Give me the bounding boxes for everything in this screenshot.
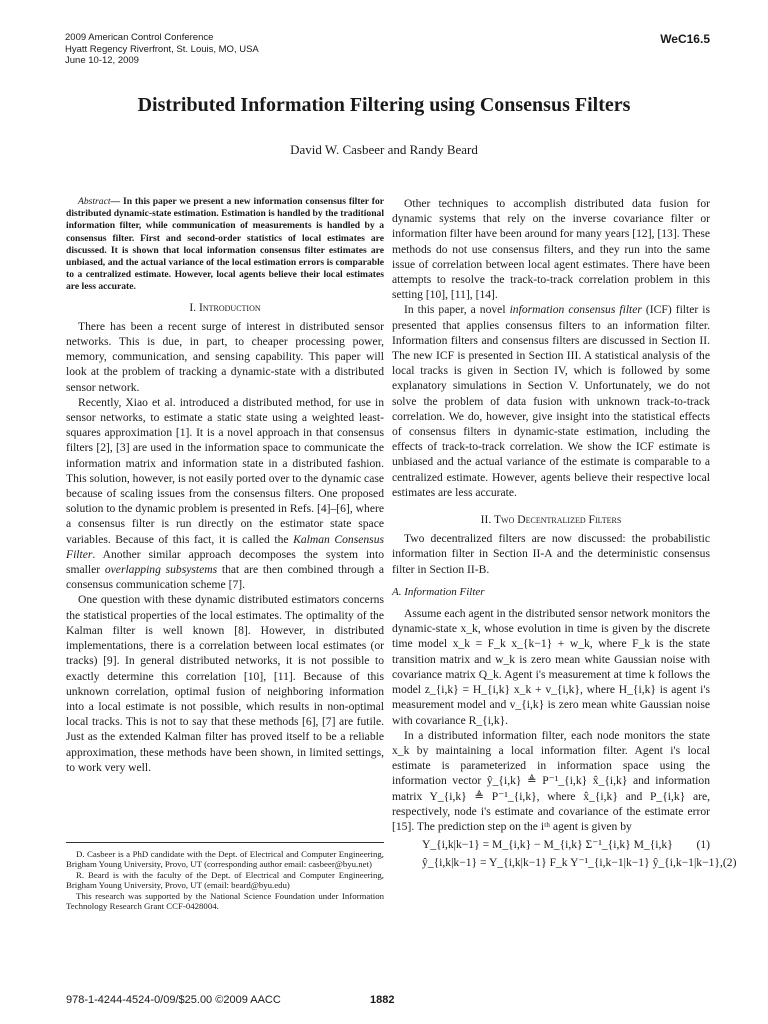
- intro-p5-text-a: In this paper, a novel: [404, 303, 510, 317]
- intro-p2-text-c: that are then combined through a consensus communication scheme [7].: [66, 563, 384, 592]
- abstract: [66, 196, 384, 294]
- conference-dates: June 10-12, 2009: [65, 55, 139, 66]
- section2-paragraph-3: In a distributed information filter, each node monitors the state x_k by maintaining a local information filter. Agent i's local estimate is parameterized in information space using the information vector ŷ_{i,k} ≜ P⁻¹_{i,k} x̂_{i,k} and information matrix Y_{i,k} ≜ P⁻¹_{i,k}, where x̂_{i,k} and P_{i,k} are, respectively, node i's estimate and covariance of the estimate error [15]. The prediction step on the iᵗʰ agent is given by: [392, 728, 710, 833]
- section2-paragraph-1: Two decentralized filters are now discussed: the probabilistic information filter in Section II-A and the deterministic consensus filter in Section II-B.: [392, 532, 710, 576]
- session-code: WeC16.5: [660, 32, 710, 46]
- conference-venue: Hyatt Regency Riverfront, St. Louis, MO, USA: [65, 43, 259, 55]
- subsection-heading-information-filter: A. Information Filter: [392, 585, 485, 598]
- right-column: [392, 196, 737, 871]
- conference-info: [65, 32, 259, 67]
- equation-1-number: (1): [696, 838, 710, 852]
- equation-2-number: (2): [722, 856, 737, 870]
- equation-2-body: ŷ_{i,k|k−1} = Y_{i,k|k−1} F_k Y⁻¹_{i,k−1|k−1} ŷ_{i,k−1|k−1},: [422, 856, 723, 870]
- section-heading-introduction: I. Introduction: [189, 300, 261, 314]
- intro-p5-text-b: (ICF) filter is presented that applies consensus filters to an information filter. Information filters and consensus filters are discussed in Section II. The new ICF is presented in Section III. A statistical analysis of the local tracks is given in Section IV, which is followed by some explanatory simulations in Section V. Unfortunately, we do not solve the problem of data fusion with unknown track-to-track correlation. We do, however, give insight into the statistical effects of consensus filters in dynamic-state estimation, including the effects of track-to-track correlation. We show the ICF estimate is unbiased and the actual variance of the estimate is comparable to a centralized estimate. However, agents believe their respective local estimates are less accurate.: [392, 303, 710, 499]
- section-heading-decentralized-filters: II. Two Decentralized Filters: [480, 513, 622, 527]
- footnote-beard: R. Beard is with the faculty of the Dept. of Electrical and Computer Engineering, Brigham Young University, Provo, UT (email: beard@byu.edu): [66, 869, 384, 891]
- section2-paragraph-2: Assume each agent in the distributed sensor network monitors the dynamic-state x_k, whose evolution in time is given by the discrete time model x_k = F_k x_{k−1} + w_k, where F_k is the state transition matrix and w_k is zero mean white Gaussian noise with covariance matrix Q_k. Agent i's measurement at time k follows the model z_{i,k} = H_{i,k} x_k + v_{i,k}, where H_{i,k} is agent i's measurement model and v_{i,k} is zero mean white Gaussian noise with covariance R_{i,k}.: [392, 607, 710, 727]
- intro-p2-emphasis-1: Kalman Consensus Filter: [66, 532, 385, 561]
- equation-1: [392, 837, 710, 852]
- paper-title: Distributed Information Filtering using Consensus Filters: [137, 94, 631, 116]
- abstract-text: — In this paper we present a new information consensus filter for distributed dynamic-state estimation. Estimation is handled by the traditional information filter, while communication of measurements is handled by a consensus filter. First and second-order statistics of local estimates are discussed. It is shown that local information consensus filter estimates are unbiased, and the actual variance of the local estimation errors is comparable to a centralized estimate. However, local agents believe their local estimates are less accurate.: [66, 196, 384, 293]
- page-number: 1882: [370, 994, 395, 1006]
- equation-2: [392, 855, 737, 870]
- equation-1-body: Y_{i,k|k−1} = M_{i,k} − M_{i,k} Σ⁻¹_{i,k} M_{i,k}: [422, 838, 673, 852]
- footnote-funding: This research was supported by the National Science Foundation under Information Technology Research Grant CCF-0428004.: [66, 890, 384, 912]
- intro-p2-emphasis-2: overlapping subsystems: [104, 563, 218, 577]
- conference-name: 2009 American Control Conference: [65, 32, 214, 43]
- isbn-copyright: 978-1-4244-4524-0/09/$25.00 ©2009 AACC: [66, 994, 281, 1006]
- footnotes: [66, 842, 384, 911]
- intro-paragraph-1: There has been a recent surge of interest in distributed sensor networks. This is due, in part, to cheaper processing power, memory, communication, and sensing capability. This paper will look at the problem of tracking a dynamic-state with a distributed sensor network.: [66, 319, 384, 394]
- left-column: [66, 196, 384, 775]
- abstract-lead: Abstract: [78, 196, 111, 207]
- intro-p2-text-b: . Another similar approach decomposes the system into smaller: [66, 547, 384, 577]
- intro-paragraph-2: [66, 395, 384, 593]
- intro-paragraph-5: [392, 302, 710, 500]
- intro-p5-emphasis: information consensus filter: [509, 303, 642, 317]
- intro-p2-text-a: Recently, Xiao et al. introduced a distributed method, for use in sensor networks, to estimate a static state using a weighted least-squares approximation [1]. It is a novel approach in that consensus filters [2], [3] are used in the information space to communicate the information matrix and information state in a distributed fashion. This solution, however, is not easily ported over to the dynamic case because of scaling issues from the consensus filters. One proposed solution to the dynamic problem is presented in Refs. [4]–[6], where a consensus filter is run directly on the estimator state space variables. Because of this fact, it is called the: [66, 395, 384, 546]
- paper-authors: David W. Casbeer and Randy Beard: [290, 142, 478, 157]
- intro-paragraph-3: One question with these dynamic distributed estimators concerns the statistical properties of the local estimates. The optimality of the Kalman filter is well known [8]. However, in distributed implementations, there is a correlation between local estimates (or tracks) [9]. In general distributed networks, it is not possible to exactly determine this correlation [10], [11]. Because of this unknown correlation, optimal fusion of neighboring information into a local estimate is not possible, which results in non-optimal local tracks. This is not to say that these methods [6], [7] are futile. Just as the extended Kalman filter has proved itself to be a reliable approximation, these methods have been shown, in limited settings, to work very well.: [66, 593, 384, 774]
- intro-paragraph-4: Other techniques to accomplish distributed data fusion for dynamic systems that rely on the inverse covariance filter or information filter have been around for many years [12], [13]. These methods do not use consensus filters, and they run into the same issue of correlation between local agent estimates. There have been attempts to resolve the track-to-track correlation problem in this setting [10], [11], [14].: [392, 197, 710, 302]
- footnote-casbeer: D. Casbeer is a PhD candidate with the Dept. of Electrical and Computer Engineering, Brigham Young University, Provo, UT (corresponding author email: casbeer@byu.net): [66, 849, 384, 870]
